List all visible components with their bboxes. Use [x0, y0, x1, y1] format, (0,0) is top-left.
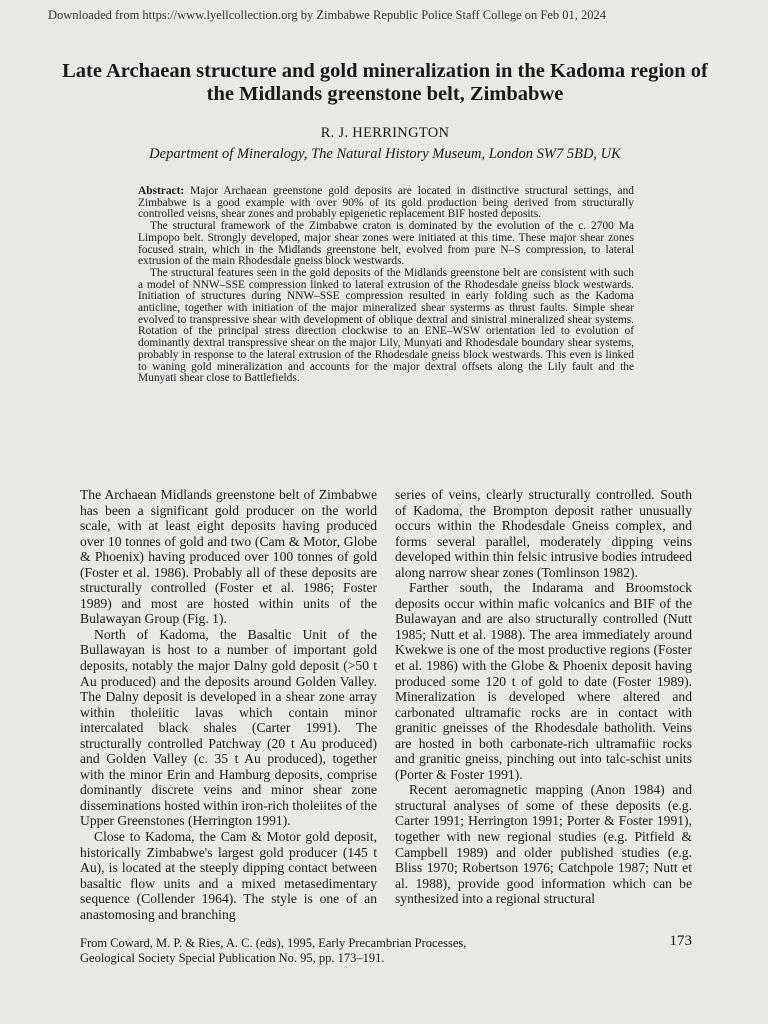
article-title: Late Archaean structure and gold mineralization in the Kadoma region of the Midlands greenstone belt, Zimbabwe: [62, 60, 708, 105]
download-notice: Downloaded from https://www.lyellcollection.org by Zimbabwe Republic Police Staff College on Feb 01, 2024: [48, 8, 607, 22]
abstract-text-1: Major Archaean greenstone gold deposits are located in distinctive structural settings, and Zimbabwe is a good example with over 90% of its gold production being derived from structurally controlled veisns, shear zones and probably epigenetic replacement BIF hosted deposits.: [138, 185, 634, 221]
page-footer: [80, 933, 692, 966]
body-paragraph: North of Kadoma, the Basaltic Unit of the Bullawayan is host to a number of important gold deposits, notably the major Dalny gold deposit (>50 t Au produced) and the deposits around Golden Valley. The Dalny deposit is developed in a shear zone array within tholeiitic lavas which contain minor intercalated black shales (Carter 1991). The structurally controlled Patchway (20 t Au produced) and Golden Valley (c. 35 t Au produced), together with the minor Erin and Hamburg deposits, comprise dominantly discrete veins and minor shear zone disseminations hosted within iron-rich tholeiites of the Upper Greenstones (Herrington 1991).: [80, 626, 377, 829]
body-paragraph: The Archaean Midlands greenstone belt of Zimbabwe has been a significant gold producer on the world scale, with at least eight deposits having produced over 10 tonnes of gold and two (Cam & Motor, Globe & Phoenix) having produced over 100 tonnes of gold (Foster et al. 1986). Probably all of these deposits are structurally controlled (Foster et al. 1986; Foster 1989) and most are hosted within units of the Bulawayan Group (Fig. 1).: [80, 487, 377, 627]
body-paragraph: Recent aeromagnetic mapping (Anon 1984) and structural analyses of some of these deposits (e.g. Carter 1991; Herrington 1991; Porter & Foster 1991), together with new regional studies (e.g. Pitfield & Campbell 1989) and older published studies (e.g. Bliss 1970; Robertson 1976; Catchpole 1987; Nutt et al. 1988), provide good information which can be synthesized into a regional structural: [395, 782, 692, 907]
author-affiliation: Department of Mineralogy, The Natural History Museum, London SW7 5BD, UK: [149, 146, 621, 162]
citation-line-1: From Coward, M. P. & Ries, A. C. (eds), 1995, Early Precambrian Processes,: [80, 936, 467, 950]
abstract-paragraph-3: The structural features seen in the gold deposits of the Midlands greenstone belt are consistent with such a model of NNW–SSE compression linked to lateral extrusion of the Rhodesdale gneiss block westwards. Initiation of structures during NNW–SSE compression resulted in early folding such as the Kadoma anticline, together with initiation of the major mineralized shear systerms as thrust faults. Simple shear evolved to transpressive shear with development of oblique dextral and sinistral mineralized shear systems. Rotation of the principal stress direction clockwise to an ENE–WSW orientation led to evolution of dominantly dextral transpressive shear on the major Lily, Munyati and Rhodesdale boundary shear systems, probably in response to the lateral extrusion of the Rhodesdale gneiss block westwards. This even is linked to waning gold mineralization and accounts for the major dextral offsets along the Lily fault and the Munyati shear close to Battlefields.: [138, 266, 634, 385]
page-number: 173: [669, 933, 692, 949]
body-column-right: [395, 487, 692, 907]
body-paragraph: Close to Kadoma, the Cam & Motor gold deposit, historically Zimbabwe's largest gold producer (145 t Au), is located at the steeply dipping contact between basaltic flow units and a mixed metasedimentary sequence (Collender 1964). The style is one of an anastomosing and branching: [80, 829, 377, 922]
abstract-paragraph-1: [138, 186, 634, 221]
abstract-label: Abstract:: [138, 185, 185, 197]
body-paragraph: Farther south, the Indarama and Broomstock deposits occur within mafic volcanics and BIF of the Bulawayan and are also structurally controlled (Nutt 1985; Nutt et al. 1988). The area immediately around Kwekwe is one of the most productive regions (Foster et al. 1986) with the Globe & Phoenix deposit having produced some 120 t of gold to date (Foster 1989). Mineralization is developed where altered and carbonated ultramafic rocks are in contact with granitic gneisses of the Rhodesdale batholith. Veins are hosted in both carbonate-rich ultramafiic rocks and granitic gneiss, pinching out into talc-schist units (Porter & Foster 1991).: [395, 580, 692, 782]
abstract-paragraph-2: The structural framework of the Zimbabwe craton is dominated by the evolution of the c. 2700 Ma Limpopo belt. Strongly developed, major shear zones were initiated at this time. These major shear zones focused strain, which in the Midlands greenstone belt, evolved from pure N–S compression, to lateral extrusion of the main Rhodesdale gneiss block westwards.: [138, 220, 634, 268]
body-column-left: [80, 487, 377, 922]
abstract: [138, 186, 634, 385]
author-name: R. J. HERRINGTON: [320, 125, 450, 141]
citation-line-2: Geological Society Special Publication No. 95, pp. 173–191.: [80, 951, 385, 965]
body-paragraph: series of veins, clearly structurally controlled. South of Kadoma, the Brompton deposit rather unusually occurs within the Rhodesdale Gneiss complex, and forms several parallel, moderately dipping veins developed within thin felsic intrusive bodies intrudeed along narrow shear zones (Tomlinson 1982).: [395, 487, 692, 580]
